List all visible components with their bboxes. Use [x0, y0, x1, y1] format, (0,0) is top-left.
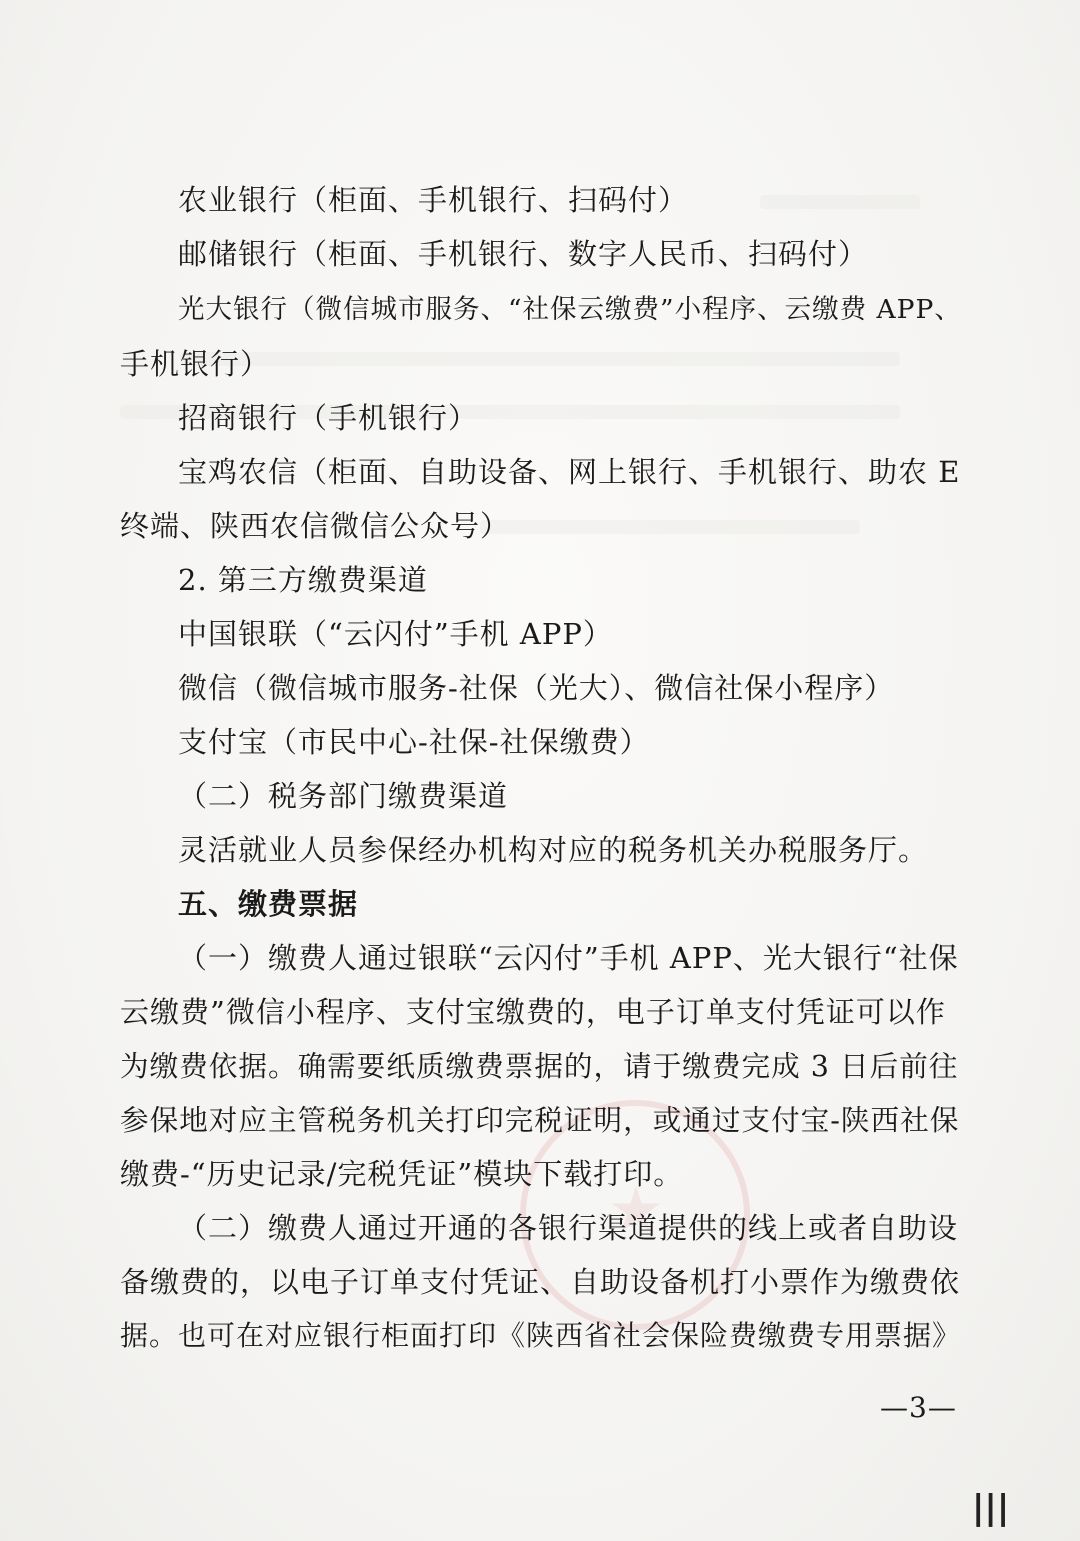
text-line: 参保地对应主管税务机关打印完税证明，或通过支付宝-陕西社保: [120, 1103, 960, 1137]
text-line: 农业银行（柜面、手机银行、扫码付）: [178, 183, 689, 217]
text-line: 云缴费”微信小程序、支付宝缴费的，电子订单支付凭证可以作: [120, 995, 946, 1029]
bleed-through-mark: [180, 352, 900, 366]
bleed-through-mark: [760, 195, 920, 209]
text-line: 支付宝（市民中心-社保-社保缴费）: [178, 725, 650, 759]
text-line: 宝鸡农信（柜面、自助设备、网上银行、手机银行、助农 E: [178, 455, 961, 489]
corner-watermark-icon: |||: [972, 1488, 1010, 1528]
text-line: 招商银行（手机银行）: [178, 401, 479, 435]
text-line: 中国银联（“云闪付”手机 APP）: [178, 617, 613, 651]
text-line: 微信（微信城市服务-社保（光大）、微信社保小程序）: [178, 671, 895, 705]
text-line: 终端、陕西农信微信公众号）: [120, 509, 511, 543]
text-line: 缴费-“历史记录/完税凭证”模块下载打印。: [120, 1157, 684, 1191]
section-heading: 五、缴费票据: [178, 887, 359, 921]
section-subheading: 2. 第三方缴费渠道: [178, 563, 428, 597]
text-line: 备缴费的，以电子订单支付凭证、自助设备机打小票作为缴费依: [120, 1265, 961, 1299]
text-line: （一）缴费人通过银联“云闪付”手机 APP、光大银行“社保: [178, 941, 959, 975]
section-subheading: （二）税务部门缴费渠道: [178, 779, 509, 813]
text-line: 手机银行）: [120, 347, 271, 381]
text-line: 邮储银行（柜面、手机银行、数字人民币、扫码付）: [178, 237, 869, 271]
text-line: 光大银行（微信城市服务、“社保云缴费”小程序、云缴费 APP、: [178, 294, 962, 325]
text-line: 据。也可在对应银行柜面打印《陕西省社会保险费缴费专用票据》: [120, 1319, 962, 1352]
text-line: 灵活就业人员参保经办机构对应的税务机关办税服务厅。: [178, 833, 929, 867]
text-line: 为缴费依据。确需要纸质缴费票据的，请于缴费完成 3 日后前往: [120, 1049, 959, 1083]
page-number: —3—: [880, 1391, 957, 1424]
bleed-through-mark: [480, 520, 860, 534]
text-line: （二）缴费人通过开通的各银行渠道提供的线上或者自助设: [178, 1211, 959, 1245]
